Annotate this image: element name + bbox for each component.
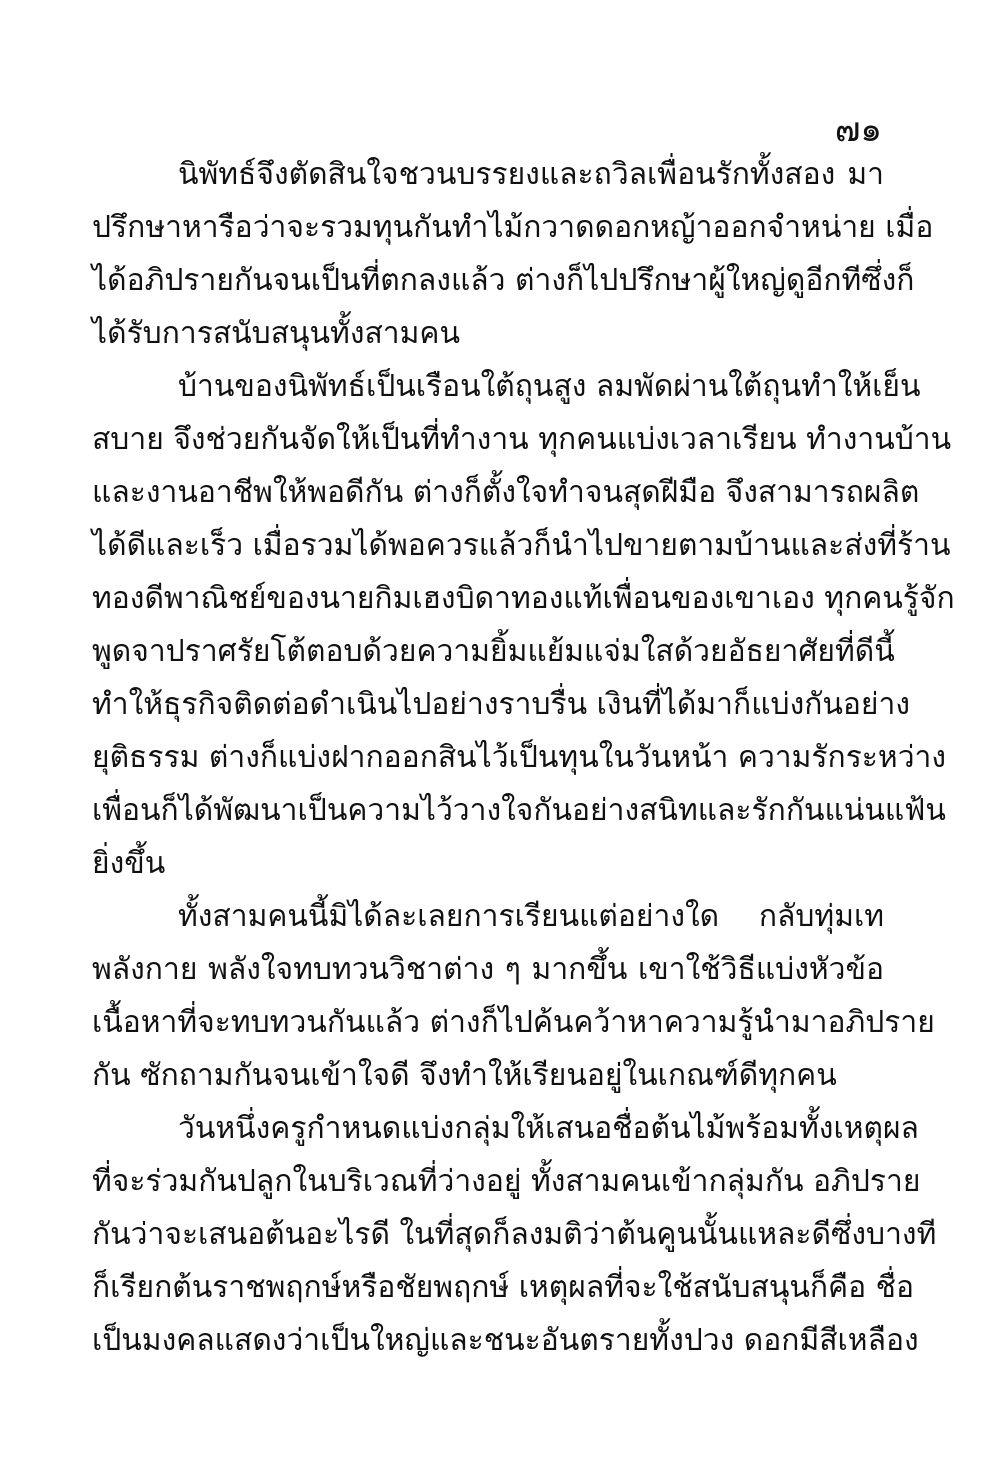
paragraph-line: ทองดีพาณิชย์ของนายกิมเฮงบิดาทองแท้เพื่อนของเขาเอง ทุกคนรู้จัก xyxy=(92,581,955,616)
paragraph-line: ยุติธรรม ต่างก็แบ่งฝากออกสินไว้เป็นทุนในวันหน้า ความรักระหว่าง xyxy=(92,740,947,775)
paragraph-line: บ้านของนิพัทธ์เป็นเรือนใต้ถุนสูง ลมพัดผ่านใต้ถุนทำให้เย็น xyxy=(178,369,921,404)
paragraph-1 xyxy=(92,148,934,360)
paragraph-line: กัน ซักถามกันจนเข้าใจดี จึงทำให้เรียนอยู่ในเกณฑ์ดีทุกคน xyxy=(92,1058,837,1093)
paragraph-line: ปรึกษาหารือว่าจะรวมทุนกันทำไม้กวาดดอกหญ้าออกจำหน่าย เมื่อ xyxy=(92,210,934,245)
paragraph-line: และงานอาชีพให้พอดีกัน ต่างก็ตั้งใจทำจนสุดฝีมือ จึงสามารถผลิต xyxy=(92,475,920,510)
paragraph-line: กันว่าจะเสนอต้นอะไรดี ในที่สุดก็ลงมติว่าต้นคูนนั้นแหละดีซึ่งบางที xyxy=(92,1217,937,1252)
paragraph-line: ได้รับการสนับสนุนทั้งสามคน xyxy=(92,316,460,351)
paragraph-line: สบาย จึงช่วยกันจัดให้เป็นที่ทำงาน ทุกคนแบ่งเวลาเรียน ทำงานบ้าน xyxy=(92,422,952,457)
paragraph-line: ได้อภิปรายกันจนเป็นที่ตกลงแล้ว ต่างก็ไปปรึกษาผู้ใหญ่ดูอีกทีซึ่งก็ xyxy=(92,263,915,298)
paragraph-3 xyxy=(92,890,935,1102)
paragraph-2 xyxy=(92,360,955,890)
paragraph-line: ได้ดีและเร็ว เมื่อรวมได้พอควรแล้วก็นำไปขายตามบ้านและส่งที่ร้าน xyxy=(92,528,951,563)
paragraph-line: เนื้อหาที่จะทบทวนกันแล้ว ต่างก็ไปค้นคว้าหาความรู้นำมาอภิปราย xyxy=(92,1005,935,1040)
paragraph-line: ที่จะร่วมกันปลูกในบริเวณที่ว่างอยู่ ทั้งสามคนเข้ากลุ่มกัน อภิปราย xyxy=(92,1164,921,1199)
paragraph-line: ก็เรียกต้นราชพฤกษ์หรือชัยพฤกษ์ เหตุผลที่จะใช้สนับสนุนก็คือ ชื่อ xyxy=(92,1270,915,1305)
paragraph-line: พลังกาย พลังใจทบทวนวิชาต่าง ๆ มากขึ้น เขาใช้วิธีแบ่งหัวข้อ xyxy=(92,952,884,987)
paragraph-line: ทั้งสามคนนี้มิได้ละเลยการเรียนแต่อย่างใด กลับทุ่มเท xyxy=(178,899,884,934)
paragraph-line: เพื่อนก็ได้พัฒนาเป็นความไว้วางใจกันอย่างสนิทและรักกันแน่นแฟ้น xyxy=(92,793,946,828)
paragraph-4 xyxy=(92,1102,937,1367)
paragraph-line: ยิ่งขึ้น xyxy=(92,846,166,881)
page-number: ๗๑ xyxy=(834,110,882,150)
paragraph-line: ทำให้ธุรกิจติดต่อดำเนินไปอย่างราบรื่น เงินที่ได้มาก็แบ่งกันอย่าง xyxy=(92,687,910,722)
paragraph-line: วันหนึ่งครูกำหนดแบ่งกลุ่มให้เสนอชื่อต้นไม้พร้อมทั้งเหตุผล xyxy=(178,1111,919,1146)
paragraph-line: พูดจาปราศรัยโต้ตอบด้วยความยิ้มแย้มแจ่มใสด้วยอัธยาศัยที่ดีนี้ xyxy=(92,634,895,669)
body-text xyxy=(92,148,955,1367)
paragraph-line: นิพัทธ์จึงตัดสินใจชวนบรรยงและถวิลเพื่อนรักทั้งสอง มา xyxy=(178,157,884,192)
paragraph-line: เป็นมงคลแสดงว่าเป็นใหญ่และชนะอันตรายทั้งปวง ดอกมีสีเหลือง xyxy=(92,1323,919,1358)
